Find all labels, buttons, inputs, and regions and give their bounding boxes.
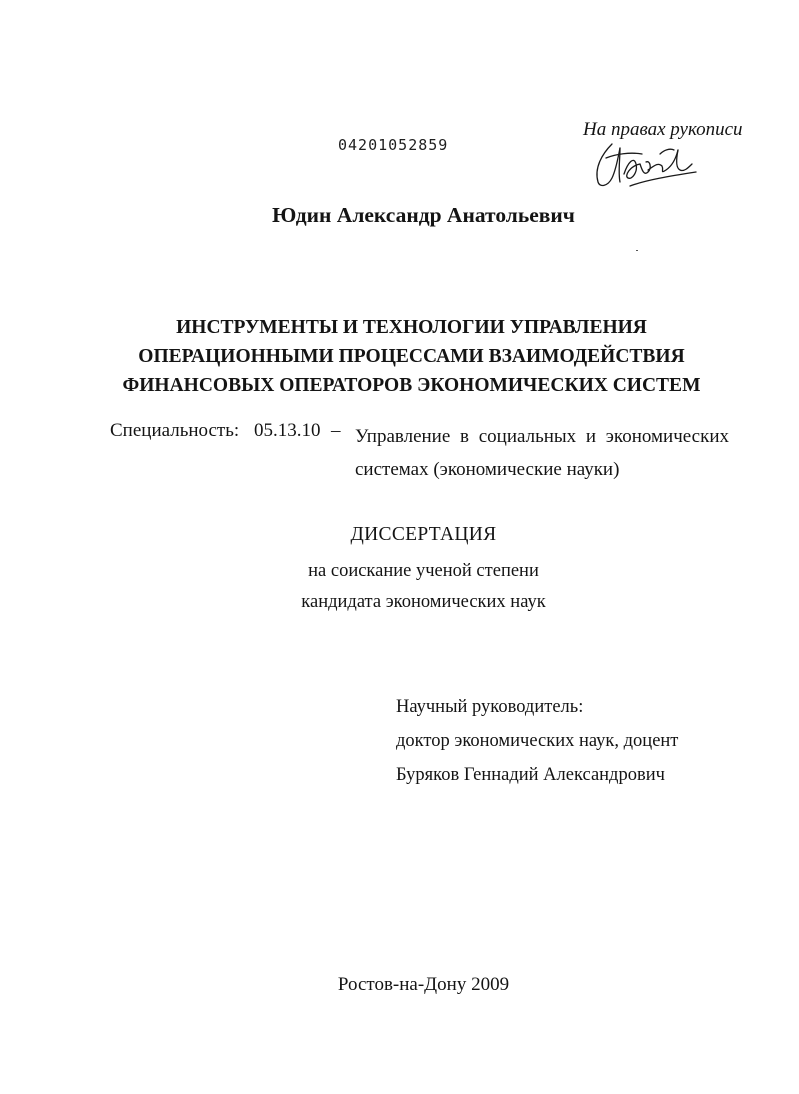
document-number: 04201052859 [338,136,449,154]
advisor-name: Буряков Геннадий Александрович [396,765,665,785]
specialty-description [355,420,729,486]
title-line: ОПЕРАЦИОННЫМИ ПРОЦЕССАМИ ВЗАИМОДЕЙСТВИЯ [138,346,685,367]
scan-speck [636,250,638,251]
specialty-description-line: системах (экономические науки) [355,459,620,480]
title-line: ИНСТРУМЕНТЫ И ТЕХНОЛОГИИ УПРАВЛЕНИЯ [176,317,647,338]
advisor-block [396,690,678,792]
degree-line: кандидата экономических наук [301,592,546,612]
advisor-role: Научный руководитель: [396,697,584,717]
dissertation-title [0,313,799,400]
title-line: ФИНАНСОВЫХ ОПЕРАТОРОВ ЭКОНОМИЧЕСКИХ СИСТЕМ [122,375,701,396]
specialty-description-line: Управление в социальных и экономических [355,426,729,447]
specialty-dash: – [331,420,341,441]
dissertation-heading: ДИССЕРТАЦИЯ [350,524,497,545]
specialty-code: 05.13.10 [254,420,321,441]
handwritten-signature [590,140,700,190]
place-and-year: Ростов-на-Дону 2009 [337,974,510,995]
advisor-degree: доктор экономических наук, доцент [396,731,679,751]
degree-line: на соискание ученой степени [308,561,539,581]
specialty-label: Специальность: [110,420,240,441]
author-name: Юдин Александр Анатольевич [272,203,575,227]
rights-note: На правах рукописи [583,119,743,140]
